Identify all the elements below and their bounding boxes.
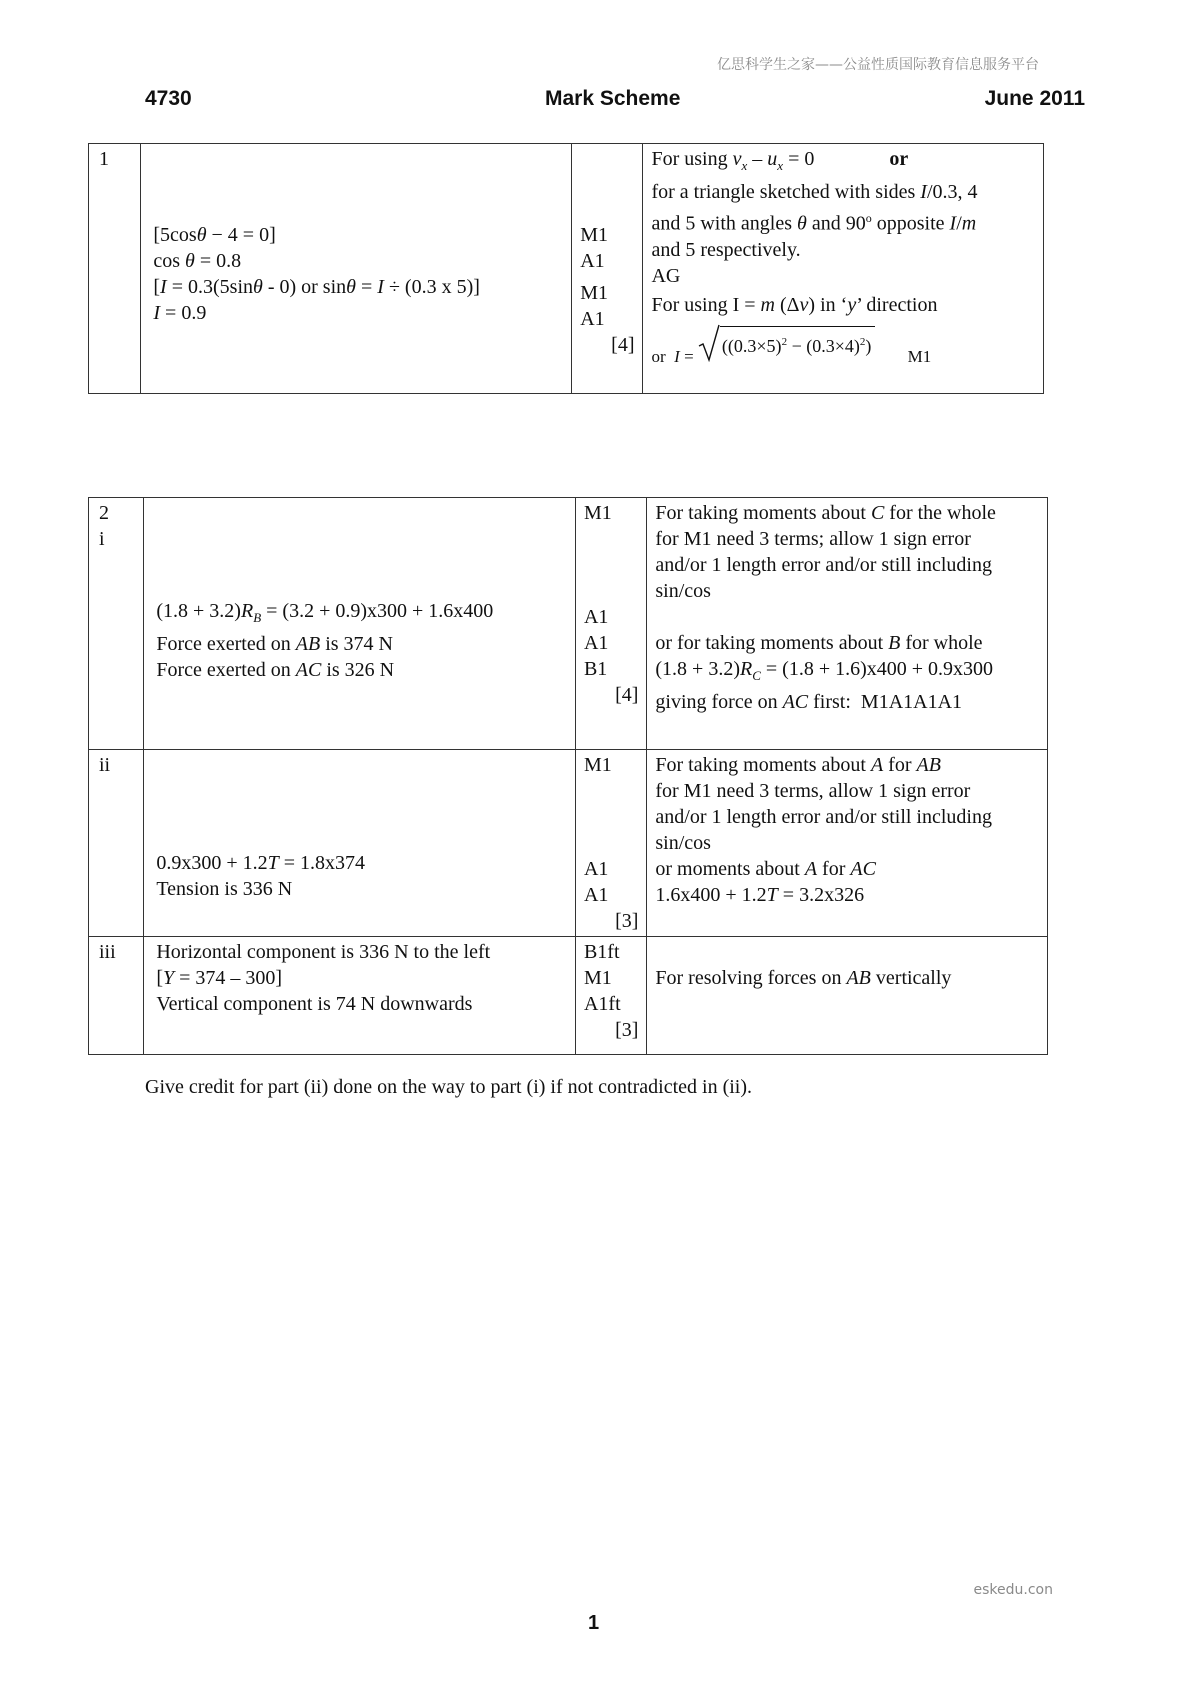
answer-line: [I = 0.3(5sinθ - 0) or sinθ = I ÷ (0.3 x 5)] — [153, 276, 480, 298]
guidance-line: or for taking moments about B for whole — [655, 632, 983, 654]
mark-total: [3] — [615, 910, 639, 932]
mark: M1 — [583, 502, 612, 524]
answer-line: Vertical component is 74 N downwards — [156, 993, 473, 1015]
watermark-text: 亿思科学生之家——公益性质国际教育信息服务平台 — [717, 57, 1039, 73]
marks-cell — [575, 498, 646, 750]
answer-cell — [144, 498, 576, 750]
mark: A1 — [583, 884, 609, 906]
guidance-cell — [647, 498, 1048, 750]
guidance-line: AG — [651, 264, 681, 287]
mark: B1ft — [583, 941, 620, 963]
question-2-table — [88, 497, 1048, 1055]
marks-cell — [572, 144, 643, 394]
exam-date: June 2011 — [984, 87, 1085, 110]
mark: A1 — [583, 606, 609, 628]
answer-line: cos θ = 0.8 — [153, 250, 242, 272]
page-header — [145, 87, 1085, 113]
question-part-label: ii — [89, 750, 144, 937]
mark: M1 — [580, 282, 608, 304]
guidance-line: for M1 need 3 terms, allow 1 sign error — [655, 780, 971, 802]
question-number: 2 i — [89, 498, 144, 750]
guidance-line: for M1 need 3 terms; allow 1 sign error — [655, 528, 971, 550]
guidance-line: For resolving forces on AB vertically — [655, 967, 952, 989]
answer-cell — [144, 750, 576, 937]
guidance-line: and 5 with angles θ and 90$^o$ opposite I/m — [651, 211, 977, 235]
answer-line: Horizontal component is 336 N to the left — [156, 941, 491, 963]
guidance-cell — [647, 750, 1048, 937]
marks-cell — [575, 937, 646, 1055]
mark: A1 — [583, 632, 609, 654]
guidance-line: For using I = m (Δv) in ‘y’ direction — [651, 293, 938, 316]
marks-cell — [575, 750, 646, 937]
sqrt-formula: $((0.3\times 5)^2 - (0.3\times 4)^2)$ — [698, 324, 875, 362]
mark: M1 — [583, 967, 612, 989]
mark: A1 — [580, 250, 605, 272]
site-watermark: eskedu.con — [973, 1582, 1053, 1598]
answer-line: [Y = 374 – 300] — [156, 967, 283, 989]
guidance-line: For using $v_x - u_x = 0$ or — [651, 148, 909, 173]
answer-line: Force exerted on AB is 374 N — [156, 633, 393, 655]
mark: A1ft — [583, 993, 621, 1015]
guidance-line: giving force on AC first: M1A1A1A1 — [655, 691, 963, 713]
guidance-formula: or I = $((0.3\times 5)^2 - (0.3\times 4)^2)$ M1 — [651, 324, 1035, 370]
mark: A1 — [580, 308, 605, 330]
guidance-line: or moments about A for AC — [655, 858, 876, 880]
guidance-line: $(1.8 + 3.2)R_C = (1.8 + 1.6)x400 + 0.9x300$ — [655, 658, 994, 683]
answer-line: Force exerted on AC is 326 N — [156, 659, 395, 681]
answer-line: $(1.8 + 3.2)R_B = (3.2 + 0.9)x300 + 1.6x400$ — [156, 600, 494, 625]
mark: M1 — [580, 224, 608, 246]
answer-line: Tension is 336 N — [156, 878, 293, 900]
guidance-line: sin/cos — [655, 832, 711, 854]
guidance-line: 1.6x400 + 1.2T = 3.2x326 — [655, 884, 865, 906]
paper-code: 4730 — [145, 87, 192, 110]
answer-cell — [141, 144, 572, 394]
mark-total: [4] — [611, 334, 635, 356]
page-number: 1 — [588, 1612, 600, 1634]
guidance-line: For taking moments about A for AB — [655, 754, 941, 776]
mark: B1 — [583, 658, 608, 680]
mark-total: [4] — [615, 684, 639, 706]
mark-total: [3] — [615, 1019, 639, 1041]
question-1-table — [88, 143, 1044, 394]
guidance-line: For taking moments about C for the whole — [655, 502, 996, 524]
answer-line: I = 0.9 — [153, 302, 207, 324]
question-part-label: iii — [89, 937, 144, 1055]
mark: M1 — [583, 754, 612, 776]
sqrt-symbol-icon — [698, 324, 720, 362]
guidance-line: for a triangle sketched with sides I/0.3, 4 — [651, 181, 978, 203]
footnote: Give credit for part (ii) done on the way to part (i) if not contradicted in (ii). — [145, 1076, 753, 1098]
guidance-line: and 5 respectively. — [651, 238, 801, 261]
answer-line: [5cosθ − 4 = 0] — [153, 224, 276, 246]
answer-cell — [144, 937, 576, 1055]
answer-line: 0.9x300 + 1.2T = 1.8x374 — [156, 852, 366, 874]
page-title: Mark Scheme — [545, 87, 681, 110]
guidance-line: sin/cos — [655, 580, 711, 602]
guidance-cell — [643, 144, 1044, 394]
guidance-cell — [647, 937, 1048, 1055]
mark: A1 — [583, 858, 609, 880]
guidance-line: and/or 1 length error and/or still including — [655, 554, 992, 576]
guidance-line: and/or 1 length error and/or still including — [655, 806, 992, 828]
question-number: 1 — [89, 144, 141, 394]
